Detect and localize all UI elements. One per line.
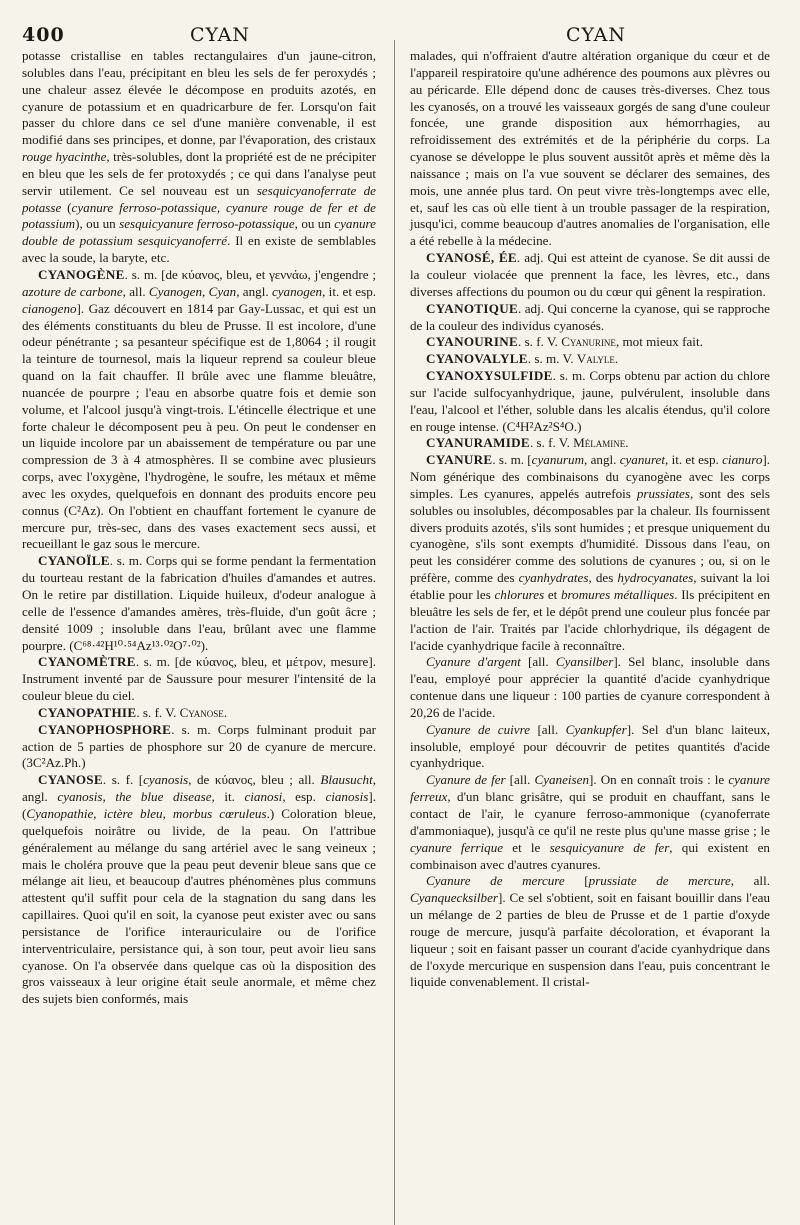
left-column <box>22 48 376 1008</box>
entry-text: prussiates <box>636 485 690 501</box>
entry-cyanotique <box>410 301 770 335</box>
entry-text: Cyanure d'argent <box>426 654 521 670</box>
entry-text: Cyanquecksilber <box>410 890 498 906</box>
entry-text: , angl. <box>22 772 376 805</box>
entry-text: . s. m. [de κύανος, bleu, et μέτρον, mesure]. Instrument inventé par de Saussure pour mesurer l'intensité de la couleur bleue du ciel. <box>22 654 376 704</box>
entry-text: , ou un <box>294 216 335 232</box>
entry-text: ]. Gaz découvert en 1814 par Gay-Lussac, et qui est un des éléments constituants du bleu de Prusse. Il est incolore, d'une odeur pénétrante ; sa pesanteur spécifique est de 1,8064 ; il rougit la teinture de tournesol, mais la liqueur reprend sa couleur bleue quand on la fait chauffer. Il brûle avec une flamme bleuâtre, nuancée de pourpre ; l'eau en absorbe quatre fois et demie son volume, et l'alcool jusqu'à vingt-trois. L'étincelle électrique et une forte chaleur le décomposent peu à peu. On peut le condenser en un liquide incolore par un abaissement de température ou par une compression de 3 à 4 atmosphères. Il se combine avec plusieurs corps, avec l'oxygène, l'hydrogène, le soufre, les métaux et même avec les oxydes, quelquefois en donnant des produits encore peu connus (C²Az). On l'obtient en chauffant fortement le cyanure de mercure pur, très-sec, dans des vases exactement secs aussi, et recueillant le gaz sous le mercure. <box>22 300 376 552</box>
entry-text: [ <box>564 873 589 889</box>
entry-text: cianuro <box>722 452 763 468</box>
entry-text: cyanurum <box>531 452 585 468</box>
headword: CYANOTIQUE <box>426 300 519 316</box>
entry-text: , all. <box>730 873 770 889</box>
entry-text: Cyanogen <box>148 283 203 299</box>
entry-text: cyanhydrates <box>518 570 589 586</box>
entry-text: cyanogen <box>271 283 323 299</box>
right-column <box>410 48 770 991</box>
entry-text: cianosis <box>325 789 369 805</box>
entry-text: ]. ( <box>22 789 376 821</box>
entry-text: ]. Ce sel s'obtient, soit en faisant bouillir dans l'eau un mélange de 2 parties de bleu de Prusse et de 1 partie d'oxyde rouge de mercure, jusqu'à parfaite décoloration, et évaporant la liqueur ; soit en faisant passer un courant d'acide cyanhydrique dans de l'oxyde mercurique en suspension dans l'eau, puis concentrant le liquide convenablement. Il cristal- <box>410 890 770 990</box>
entry-cyanophosphore <box>22 722 376 773</box>
entry-text: , it. <box>211 789 245 805</box>
entry-r1 <box>410 48 770 250</box>
entry-text: cyanure ferrique <box>410 839 504 855</box>
entry-text: Cyanose <box>179 704 224 720</box>
entry-text: . s. f. V. <box>136 704 180 720</box>
entry-text: [all. <box>520 654 556 670</box>
entry-text: bromures métalliques <box>560 587 675 602</box>
headword: CYANURE <box>426 452 493 468</box>
entry-text: . s. f. V. <box>529 435 574 451</box>
entry-text: . <box>223 704 228 720</box>
entry-text: Cyansilber <box>555 654 614 670</box>
entry-text: Cyaneisen <box>534 772 590 788</box>
entry-text: et le <box>503 839 550 855</box>
entry-text: . <box>614 351 619 367</box>
entry-text: . adj. Qui concerne la cyanose, qui se rapproche de la couleur des individus cyanosés. <box>410 300 770 333</box>
page-number: 400 <box>22 24 65 46</box>
headword: CYANOGÈNE <box>38 266 125 282</box>
column-divider <box>394 40 395 1225</box>
headword: CYANOÏLE <box>38 553 110 569</box>
entry-text: cianosi <box>244 789 283 805</box>
entry-text: chlorures <box>494 587 545 602</box>
headword: CYANOPATHIE <box>38 704 137 720</box>
entry-text: rouge hyacinthe <box>22 149 107 165</box>
entry-text: , suivant la loi établie pour les <box>410 570 770 602</box>
entry-text: . s. m. Corps fulminant produit par action de 5 parties de phosphore sur 20 de cyanure de mercure. (3C²Az.Ph.) <box>22 721 376 771</box>
entry-text: Blausucht <box>320 772 373 788</box>
entry-text: , esp. <box>282 789 326 805</box>
headword: CYANOSÉ, ÉE <box>426 250 517 266</box>
entry-text: . adj. Qui est atteint de cyanose. Se dit aussi de la couleur violacée que prennent la face, les lèvres, etc., dans diverses affections du poumon ou du cœur qui gênent la respiration. <box>410 250 770 299</box>
entry-text: , de κύανος, bleu ; all. <box>188 772 321 788</box>
entry-text: prussiate de mercure <box>588 873 731 889</box>
entry-text: , all. <box>122 283 149 299</box>
headword: CYANOSE <box>38 772 103 788</box>
entry-cyanourine <box>410 334 770 351</box>
entry-text: Cyanure de cuivre <box>426 721 531 737</box>
entry-text: .) Coloration bleue, quelquefois noirâtre ou livide, de la peau. On l'attribue généralement au mélange du sang artériel avec le sang veineux ; mais le choléra prouve que la peau peut devenir bleue sans que ce mélange ait lieu, et beaucoup d'autres phénomènes plus communs attestent qu'il suffit pour cela de la stagnation du sang dans les capillaires. Quoi qu'il en soit, la cyanose peut exister avec ou sans persistance de l'orifice interauriculaire ou de l'orifice interventriculaire, persistance qui, à son tour, peut avoir lieu sans cyanose. On l'a observée dans quelque cas où la disposition des gros vaisseaux à leur origine était seule anormale, et même chez des sujets bien conformés, mais <box>22 805 376 1007</box>
page-header <box>22 18 792 52</box>
entry-mercure <box>410 873 770 991</box>
entry-text: . s. f. [ <box>102 772 144 788</box>
entry-cyanure <box>410 452 770 654</box>
headword: CYANOVALYLE <box>426 351 528 367</box>
entry-text: Cyanurine <box>561 334 616 350</box>
entry-text: ( <box>61 199 72 215</box>
entry-text: . <box>625 435 629 451</box>
headword: CYANOXYSULFIDE <box>426 368 553 384</box>
entry-cyanose_adj <box>410 250 770 301</box>
entry-text: . Il en existe de semblables avec la soude, la baryte, etc. <box>22 233 376 266</box>
entry-argent <box>410 654 770 721</box>
entry-text: , <box>202 283 209 299</box>
entry-cyanogene <box>22 267 376 553</box>
entry-text: ), ou un <box>75 216 120 232</box>
entry-text: malades, qui n'offraient d'autre altération organique du cœur et de l'appareil respiratoire qu'une adhérence des poumons aux plèvres ou au péricarde. Elle dépend donc de causes très-diverses. Chez tous les cyanosés, on a trouvé les vaisseaux gorgés de sang d'une couleur foncée, une grande disposition aux hémorrhagies, au refroidissement des extrémités et de la périphérie du corps. La cyanose se développe le plus souvent aussitôt après et même dès la naissance ; mais on l'a vue souvent se déclarer des semaines, des mois, une année plus tard. On peut vivre très-longtemps avec elle, et, sauf les cas où elle tient à un trouble passager de la respiration, jusqu'ici, comme beaucoup d'autres anomalies de l'organisation, elle a été rebelle à la médecine. <box>410 48 770 249</box>
entry-text: , des <box>588 570 618 586</box>
entry-text: , sont des sels solubles ou insolubles, décomposables par la chaleur. Ils fournissent divers produits azotés, s'ils sont humides ; et presque uniquement du cyanogène, s'ils sont exempts d'humidité. Dissous dans l'eau, on peut les considérer comme des solutions de cyanures ; ou, si on le préfère, comme des <box>410 485 771 586</box>
entry-text: [all. <box>530 721 566 737</box>
entry-text: [all. <box>505 772 535 788</box>
entry-text: cyanure ferreux <box>410 772 770 805</box>
entry-cyanopathie <box>22 705 376 722</box>
headword: CYANURAMIDE <box>426 435 530 451</box>
entry-cyanoile <box>22 553 376 654</box>
entry-text: ]. On en connaît trois : le <box>589 772 729 788</box>
entry-text: , angl. <box>584 452 620 468</box>
entry-text: Cyanopathie, ictère bleu, morbus cœruleus <box>26 805 267 821</box>
entry-text: azoture de carbone <box>22 283 123 299</box>
entry-text: cyanure ferroso-potassique, cyanure rouge de fer et de potassium <box>22 199 376 232</box>
entry-text: , très-solubles, dont la propriété est de ne précipiter en bleu que les sels de fer protoxydés ; ce qui dans l'analyse peut servir utilement. Ce sel nouveau est un <box>22 149 377 198</box>
entry-text: , it. et esp. <box>665 452 723 468</box>
entry-text: , mot mieux fait. <box>615 334 703 350</box>
entry-cyanoxysulfide <box>410 368 770 435</box>
entry-text: , it. et esp. <box>322 283 377 299</box>
entry-text: sesquicyanure de fer <box>549 839 670 855</box>
entry-text: . s. f. V. <box>518 334 562 350</box>
entry-text: et <box>544 587 561 602</box>
entry-text: cyanosis, the blue disease <box>57 789 212 805</box>
entry-text: ]. Sel d'un blanc laiteux, insoluble, employé pour découvrir de petites quantités d'acide cyanhydrique. <box>410 721 770 771</box>
entry-text: sesquicyanure ferroso-potassique <box>119 216 295 232</box>
headword: CYANOURINE <box>426 334 519 350</box>
entry-text: cianogeno <box>22 300 77 316</box>
entry-cyanuramide <box>410 435 770 452</box>
entry-text: . Ils précipitent en bleuâtre les sels de fer, et le dépôt prend une couleur plus foncée par l'action de l'air. Traités par l'acide chlorhydrique, ils dégagent de l'acide cyanhydrique facile à reconnaître. <box>410 587 770 653</box>
headword: CYANOMÈTRE <box>38 654 136 670</box>
entry-text: , qui existent en combinaison avec d'autres cyanures. <box>410 839 770 872</box>
entry-text: Mélamine <box>573 435 626 451</box>
entry-text: Cyankupfer <box>565 721 627 737</box>
entry-text: . s. m. V. <box>527 351 577 367</box>
entry-text: . s. m. [ <box>492 452 532 468</box>
entry-text: , angl. <box>236 283 272 299</box>
entry-cuivre <box>410 722 770 773</box>
entry-text: cyanuret <box>619 452 666 468</box>
entry-p1 <box>22 48 376 267</box>
entry-text: . s. m. Corps obtenu par action du chlore sur l'acide sulfocyanhydrique, jaune, pulvérulent, insoluble dans l'eau, l'alcool et l'éther, soluble dans les alcalis étendus, qu'il colore en rouge intense. (C⁴H²Az²S⁴O.) <box>410 368 770 434</box>
entry-text: Cyanure de fer <box>426 772 506 788</box>
entry-text: Valyle <box>576 351 615 367</box>
entry-text: . s. m. [de κύανος, bleu, et γεννάω, j'engendre ; <box>124 266 376 282</box>
entry-text: hydrocyanates <box>617 570 694 586</box>
right-running-head: CYAN <box>566 24 626 46</box>
entry-text: ]. Nom générique des combinaisons du cyanogène avec les corps simples. Les cyanures, appelés autrefois <box>410 452 771 501</box>
entry-text: cyanosis <box>143 772 189 788</box>
left-running-head: CYAN <box>190 24 250 46</box>
entry-text: Cyan <box>208 283 237 299</box>
entry-cyanose <box>22 772 376 1008</box>
entry-text: sesquicyanoferrate de potasse <box>22 182 376 215</box>
entry-text: cyanure double de potassium sesquicyanoferré <box>22 216 376 249</box>
entry-fer <box>410 772 770 873</box>
entry-text: ]. Sel blanc, insoluble dans l'eau, employé pour apprécier la quantité d'acide cyanhydrique contenue dans une liqueur : 100 parties de cyanure correspondent à 20,26 de l'acide. <box>410 654 770 720</box>
entry-cyanovalyle <box>410 351 770 368</box>
entry-cyanometre <box>22 654 376 705</box>
headword: CYANOPHOSPHORE <box>38 721 172 737</box>
entry-text: Cyanure de mercure <box>426 873 565 889</box>
entry-text: . s. m. Corps qui se forme pendant la fermentation du tourteau restant de la fabrication d'huiles d'amandes et autres. On le retire par distillation. Liquide huileux, d'odeur analogue à celle de l'essence d'amandes amères, très-fluide, d'un goût âcre ; densité 1009 ; insoluble dans l'eau, brûlant avec une flamme pourpre. (C⁶⁸·⁴²H¹⁰·⁵⁴Az¹³·⁰²O⁷·⁰²). <box>22 553 376 653</box>
entry-text: potasse cristallise en tables rectangulaires d'un jaune-citron, solubles dans l'eau, précipitant en bleu les sels de fer peroxydés ; une chaleur assez élevée le décompose en produits azotés, en cyanure de potassium et en quadricarbure de fer. Lorsqu'on fait passer du chlore dans ce sel d'une manière convenable, il est modifié dans ses principes, et donne, par l'évaporation, des cristaux <box>22 48 376 148</box>
entry-text: , d'un blanc grisâtre, qui se produit en chauffant, sans le contact de l'air, le cyanure ferroso-ammonique (cyanoferrate d'ammoniaque), jusqu'à ce qu'il ne reste plus qu'une masse grise ; le <box>410 789 770 838</box>
